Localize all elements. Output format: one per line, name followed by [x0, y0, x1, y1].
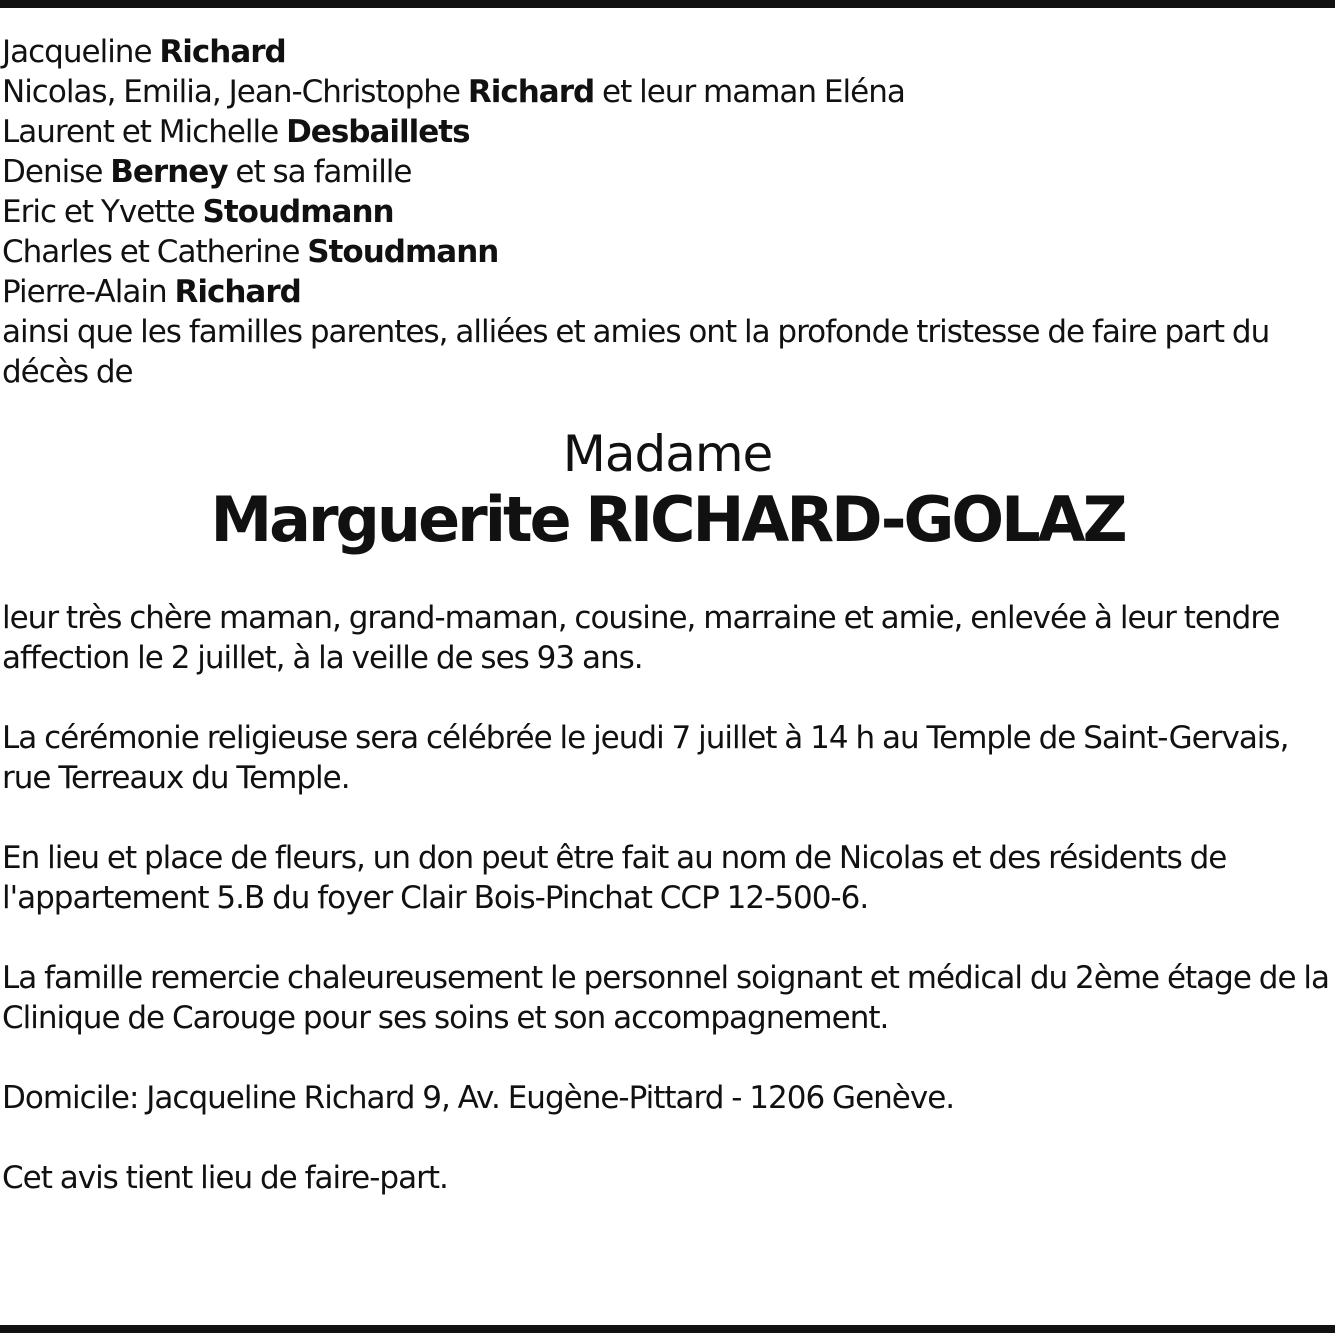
family-surname: Berney — [110, 154, 228, 190]
family-line: Charles et Catherine Stoudmann — [2, 234, 499, 270]
family-surname: Richard — [159, 34, 286, 70]
family-surname: Stoudmann — [307, 234, 499, 270]
family-line: Nicolas, Emilia, Jean-Christophe Richard et leur maman Eléna — [2, 74, 905, 110]
family-list — [2, 32, 1333, 312]
family-line: Laurent et Michelle Desbaillets — [2, 114, 470, 150]
honoree-title: Madame — [562, 425, 773, 483]
obituary-notice — [2, 32, 1333, 1198]
family-surname: Desbaillets — [286, 114, 470, 150]
closing-paragraph: Cet avis tient lieu de faire-part. — [2, 1160, 448, 1196]
bottom-rule — [0, 1325, 1335, 1333]
family-line: Jacqueline Richard — [2, 34, 286, 70]
family-surname: Stoudmann — [202, 194, 394, 230]
honoree-block — [2, 424, 1333, 556]
family-surname: Richard — [174, 274, 301, 310]
honoree-name: Marguerite RICHARD-GOLAZ — [210, 483, 1125, 556]
family-surname: Richard — [467, 74, 595, 110]
domicile-paragraph: Domicile: Jacqueline Richard 9, Av. Eugène-Pittard - 1206 Genève. — [2, 1080, 955, 1116]
family-line: Pierre-Alain Richard — [2, 274, 301, 310]
family-line: Denise Berney et sa famille — [2, 154, 412, 190]
top-rule — [0, 0, 1335, 8]
ceremony-paragraph: La cérémonie religieuse sera célébrée le jeudi 7 juillet à 14 h au Temple de Saint-Gervais, rue Terreaux du Temple. — [2, 720, 1289, 796]
family-line: Eric et Yvette Stoudmann — [2, 194, 394, 230]
donation-paragraph: En lieu et place de fleurs, un don peut être fait au nom de Nicolas et des résidents de l'appartement 5.B du foyer Clair Bois-Pinchat CCP 12-500-6. — [2, 840, 1227, 916]
thanks-paragraph: La famille remercie chaleureusement le personnel soignant et médical du 2ème étage de la Clinique de Carouge pour ses soins et son accompagnement. — [2, 960, 1329, 1036]
description-paragraph: leur très chère maman, grand-maman, cousine, marraine et amie, enlevée à leur tendre affection le 2 juillet, à la veille de ses 93 ans. — [2, 600, 1280, 676]
intro-text: ainsi que les familles parentes, alliées et amies ont la profonde tristesse de faire part du décès de — [2, 314, 1270, 390]
